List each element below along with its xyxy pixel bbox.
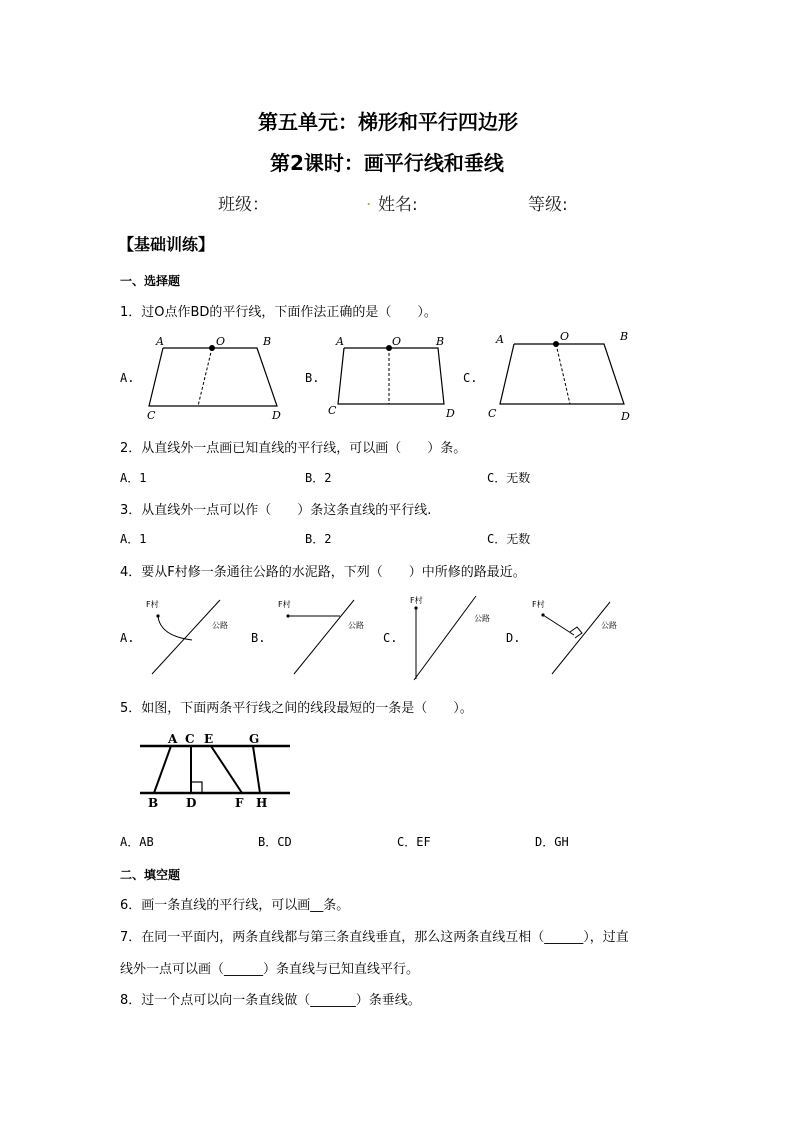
- q1a-label-d: D: [272, 409, 281, 422]
- q1b-label-o: O: [392, 335, 402, 348]
- question-2: 2．从直线外一点画已知直线的平行线，可以画（ ）条。: [120, 441, 467, 456]
- q4-figure-a: [142, 596, 237, 676]
- q5-option-a: A．AB: [120, 835, 154, 849]
- accent-dot: .: [366, 190, 372, 210]
- q5-label-b: B: [148, 796, 159, 810]
- q4a-road-label: 公路: [212, 621, 228, 630]
- q5-label-a: A: [168, 732, 178, 746]
- q4-option-c: C.: [383, 631, 398, 645]
- q4b-road-label: 公路: [348, 621, 364, 630]
- q5-label-d: D: [186, 796, 197, 810]
- q5-label-h: H: [256, 796, 268, 810]
- q1c-label-c: C: [488, 407, 497, 420]
- q1b-label-c: C: [328, 404, 337, 417]
- q4a-village-label: F村: [146, 600, 159, 609]
- q4-option-b: B.: [251, 631, 266, 645]
- q3-option-c: C．无数: [487, 532, 531, 546]
- q4c-road-label: 公路: [474, 614, 490, 623]
- q5-option-b: B．CD: [258, 835, 292, 849]
- part-fill-in-blank: 二、填空题: [120, 868, 181, 882]
- question-8: 8．过一个点可以向一条直线做（_______）条垂线。: [120, 993, 421, 1008]
- q4c-village-label: F村: [410, 596, 423, 605]
- section-basic-training: 【基础训练】: [118, 235, 215, 254]
- q4b-village-label: F村: [278, 600, 291, 609]
- name-label: 姓名:: [378, 195, 418, 215]
- q1-figure-a: [145, 332, 285, 422]
- q4-figure-d: [530, 596, 640, 676]
- q2-option-a: A．1: [120, 471, 147, 485]
- q3-option-b: B．2: [305, 532, 332, 546]
- question-5: 5．如图，下面两条平行线之间的线段最短的一条是（ ）。: [120, 701, 473, 716]
- q1c-label-o: O: [560, 330, 570, 343]
- q4d-road-label: 公路: [601, 621, 617, 630]
- q1a-label-o: O: [216, 335, 226, 348]
- q1c-label-a: A: [496, 333, 504, 346]
- question-6: 6．画一条直线的平行线，可以画__条。: [120, 898, 350, 913]
- q4-figure-b: [274, 596, 369, 676]
- q5-option-d: D．GH: [535, 835, 569, 849]
- q5-label-c: C: [185, 732, 195, 746]
- page-title: 第五单元：梯形和平行四边形: [258, 110, 518, 134]
- q1-option-b: B.: [305, 371, 320, 385]
- q4-option-d: D.: [506, 631, 521, 645]
- grade-label: 等级:: [528, 195, 568, 215]
- q1c-label-d: D: [621, 410, 630, 423]
- q1-option-c: C.: [463, 371, 478, 385]
- q1-figure-c: [486, 328, 636, 423]
- q4-figure-c: [408, 592, 503, 682]
- q5-label-e: E: [204, 732, 214, 746]
- q4d-village-label: F村: [532, 600, 545, 609]
- q5-label-g: G: [249, 732, 260, 746]
- question-3: 3．从直线外一点可以作（ ）条这条直线的平行线.: [120, 503, 432, 518]
- question-1: 1．过O点作BD的平行线，下面作法正确的是（ ）。: [120, 305, 437, 320]
- q1a-label-c: C: [147, 409, 156, 422]
- q1-figure-b: [326, 332, 466, 422]
- class-label: 班级：: [218, 195, 269, 215]
- question-7-line-1: 7．在同一平面内，两条直线都与第三条直线垂直，那么这两条直线互相（______），过直: [120, 930, 629, 945]
- q5-label-f: F: [235, 796, 244, 810]
- question-7-line-2: 线外一点可以画（______）条直线与已知直线平行。: [120, 962, 420, 977]
- q1c-label-b: B: [620, 330, 629, 343]
- q2-option-b: B．2: [305, 471, 332, 485]
- q5-option-c: C．EF: [397, 835, 431, 849]
- q5-figure-parallel-lines: [138, 730, 298, 810]
- question-4: 4．要从F村修一条通往公路的水泥路，下列（ ）中所修的路最近。: [120, 565, 526, 580]
- q3-option-a: A．1: [120, 532, 147, 546]
- q2-option-c: C．无数: [487, 471, 531, 485]
- page-subtitle: 第2课时：画平行线和垂线: [270, 151, 504, 175]
- q1a-label-b: B: [263, 335, 272, 348]
- q1b-label-b: B: [436, 335, 445, 348]
- q4-option-a: A.: [120, 631, 135, 645]
- q1b-label-a: A: [336, 335, 344, 348]
- part-multiple-choice: 一、选择题: [120, 274, 181, 288]
- q1a-label-a: A: [156, 335, 164, 348]
- q1b-label-d: D: [446, 407, 455, 420]
- q1-option-a: A.: [120, 371, 135, 385]
